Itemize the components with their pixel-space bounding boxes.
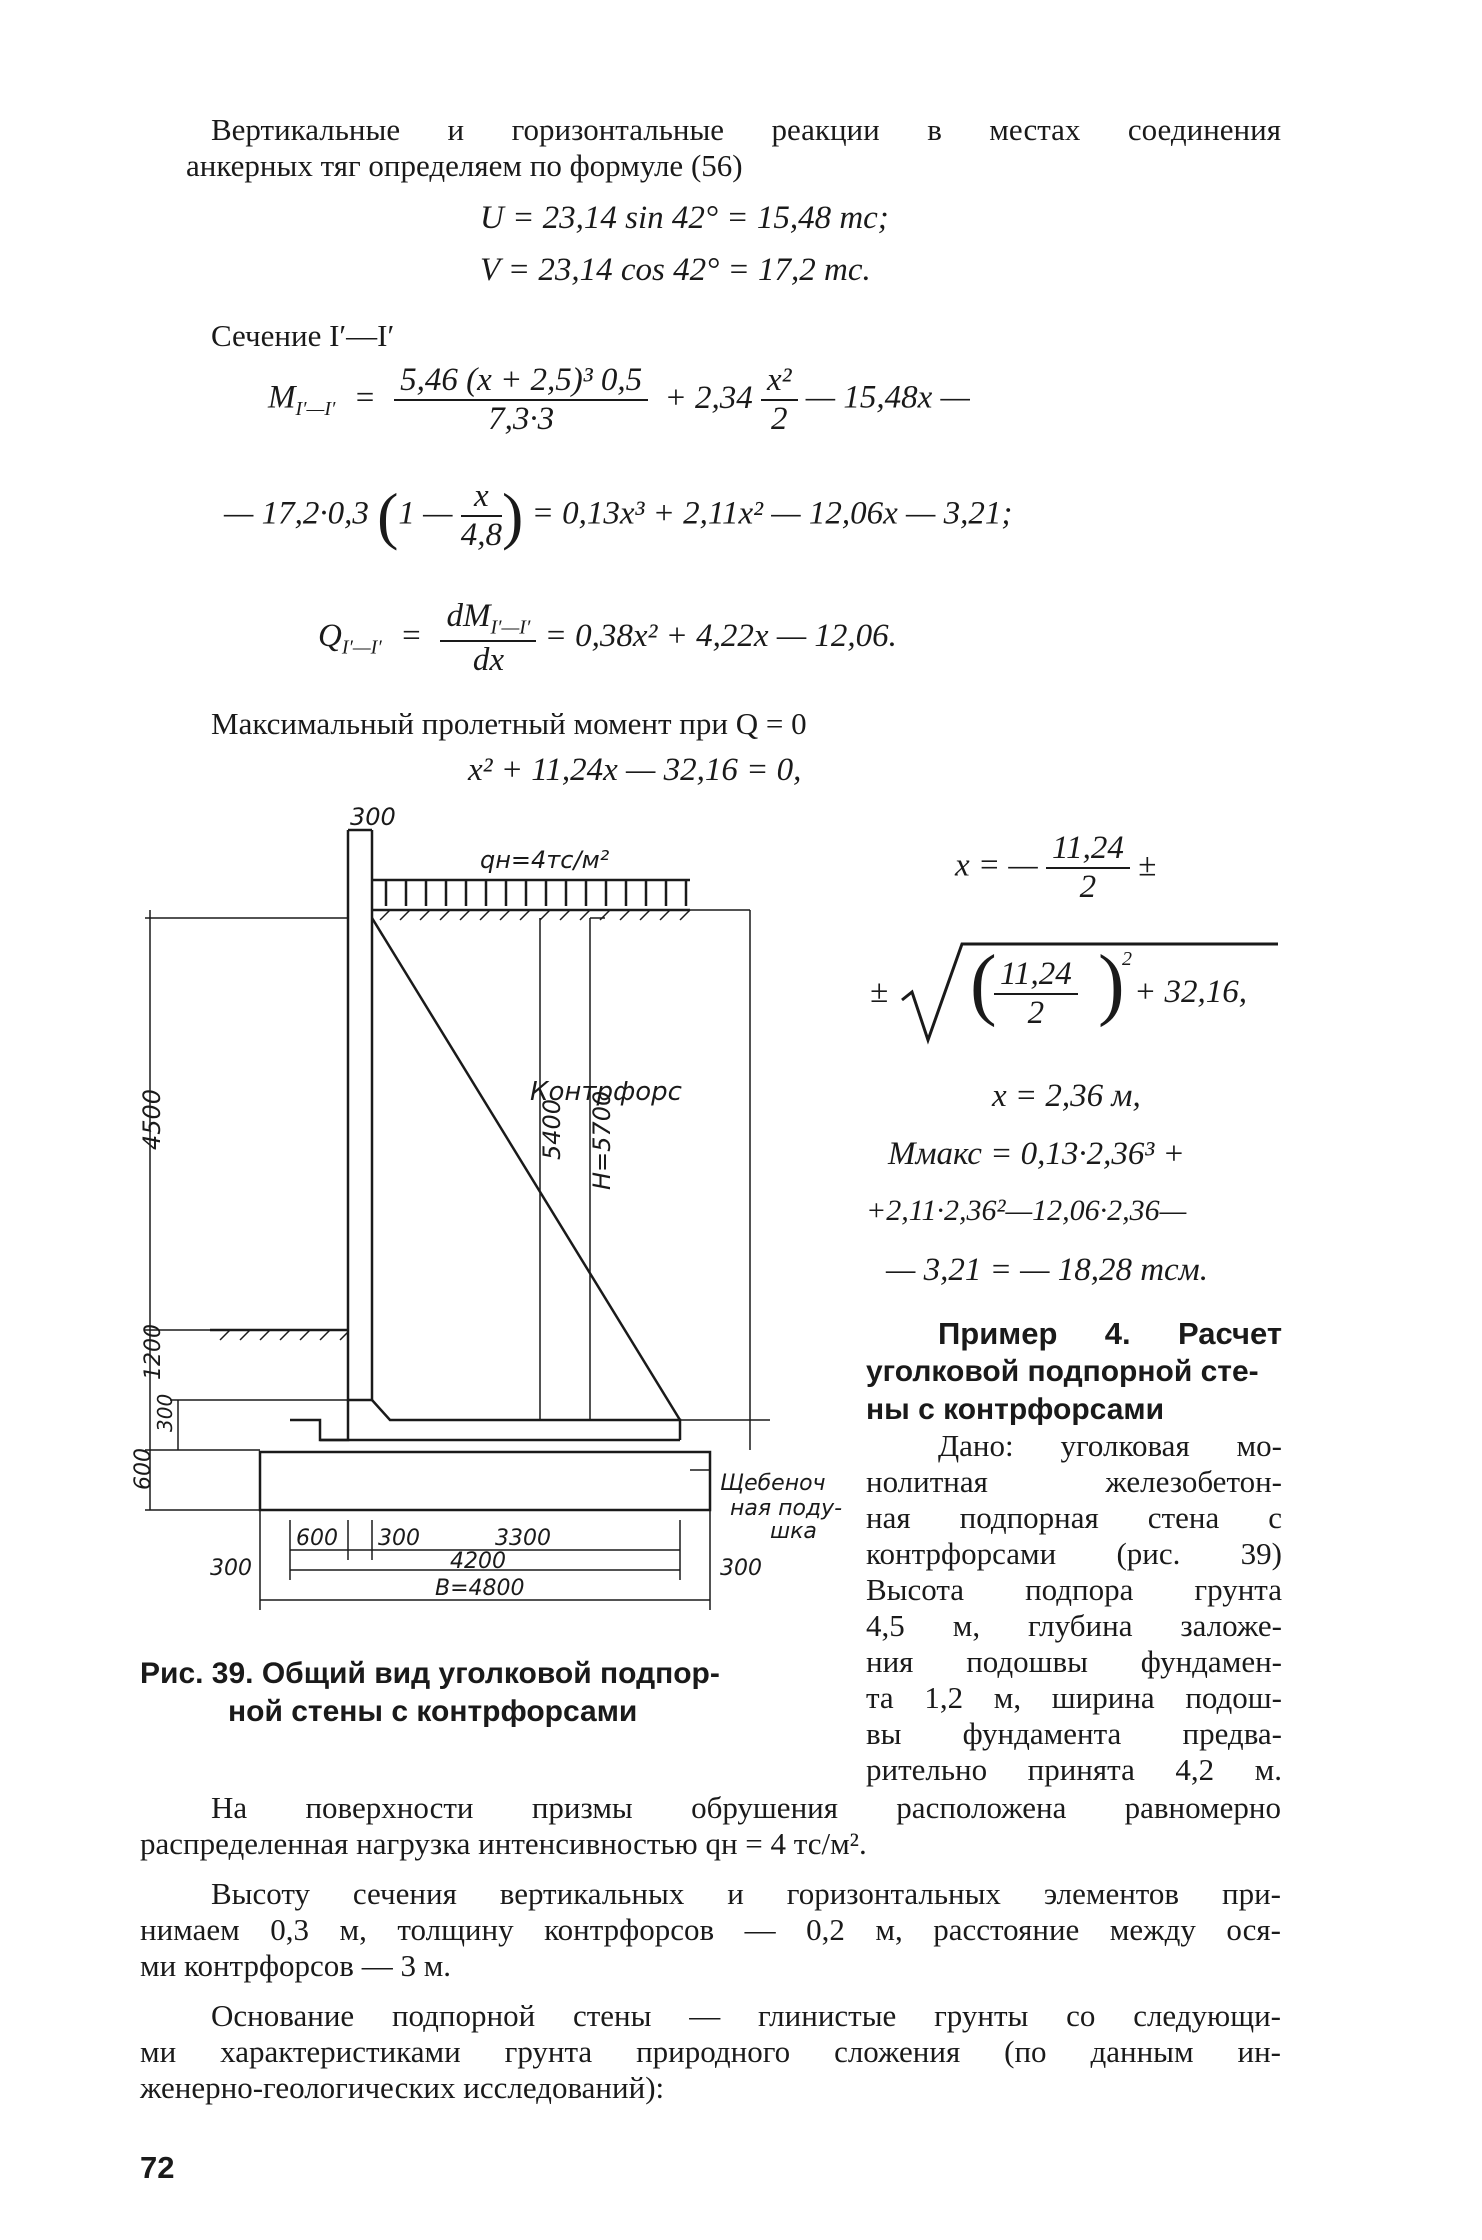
moment-lhs: M (268, 379, 296, 416)
solution-x-fraction (1046, 830, 1130, 906)
solution-x-fraction-denominator: 2 (1079, 869, 1097, 905)
moment-fraction-3 (461, 478, 502, 554)
moment-fraction-2-denominator: 2 (770, 401, 788, 437)
example-line-3: ная подпорная стена с (866, 1500, 1282, 1535)
moment-fraction-1-numerator: 5,46 (x + 2,5)³ 0,5 (394, 362, 648, 401)
dim-300-outer-right: 300 (720, 1556, 762, 1581)
counterfort-label: Контрфорс (530, 1077, 682, 1107)
dim-300-top: 300 (350, 803, 396, 831)
moment-middle-term: + 2,34 (664, 379, 753, 416)
gravel-cushion (260, 1452, 710, 1510)
moment-fraction-3-numerator: x (461, 478, 502, 517)
shear-lhs-subscript: I′—I′ (341, 636, 382, 659)
moment-fraction-3-denominator: 4,8 (460, 517, 502, 553)
solution-mmax-line-2: +2,11·2,36²—12,06·2,36— (866, 1194, 1187, 1227)
counterfort-edge (372, 918, 680, 1420)
body-p2-line-2: нимаем 0,3 м, толщину контрфорсов — 0,2 м, расстояние между ося- (140, 1912, 1281, 1947)
intro-line-2: анкерных тяг определяем по формуле (56) (186, 148, 743, 183)
moment-lhs-subscript: I′—I′ (295, 398, 336, 421)
example-line-1: Дано: уголковая мо- (938, 1428, 1282, 1463)
shear-equation (318, 598, 897, 679)
shear-lhs: Q (318, 617, 342, 654)
shear-numerator-subscript: I′—I′ (490, 616, 531, 639)
shear-equals: = (399, 617, 423, 654)
section-label: Сечение I′—I′ (211, 318, 395, 353)
equation-u: U = 23,14 sin 42° = 15,48 тс; (480, 200, 889, 236)
dim-H: H=5700 (588, 1090, 616, 1190)
moment-equation-line-1 (268, 362, 970, 438)
moment-fraction-1 (394, 362, 648, 438)
solution-x-fraction-numerator: 11,24 (1046, 830, 1130, 869)
example-title-line-3: ны с контрфорсами (866, 1393, 1165, 1426)
body-p3-line-2: ми характеристиками грунта природного сложения (по данным ин- (140, 2034, 1281, 2069)
solution-sqrt-power: 2 (1122, 948, 1132, 970)
dim-600-left: 600 (131, 1448, 156, 1490)
moment-tail: — 15,48x — (805, 379, 970, 416)
gravel-label-line-2: ная поду- (730, 1496, 843, 1521)
dim-5400: 5400 (538, 1098, 566, 1160)
dim-300-bottom: 300 (378, 1526, 420, 1551)
equation-v: V = 23,14 cos 42° = 17,2 тс. (480, 252, 871, 288)
gravel-label-line-3: шка (770, 1519, 817, 1544)
body-p2-line-1: Высоту сечения вертикальных и горизонтальных элементов при- (211, 1876, 1281, 1911)
dim-1200: 1200 (141, 1324, 166, 1380)
solution-mmax-line-3: — 3,21 = — 18,28 тсм. (886, 1252, 1208, 1288)
example-line-9: вы фундамента предва- (866, 1716, 1282, 1751)
moment-equals: = (353, 379, 376, 416)
solution-sqrt-fraction-denominator: 2 (1027, 995, 1045, 1031)
body-p3-line-3: женерно-геологических исследований): (140, 2070, 665, 2105)
base-slab-left (290, 1400, 348, 1440)
example-line-4: контрфорсами (рис. 39) (866, 1536, 1282, 1571)
solution-sqrt-paren-close: ) (1098, 940, 1125, 1028)
moment-paren-inner: 1 — (398, 495, 453, 532)
moment-equation-line-2 (224, 478, 1012, 554)
intro-line-1: Вертикальные и горизонтальные реакции в местах соединения (211, 112, 1281, 147)
dim-4200: 4200 (450, 1549, 506, 1574)
dim-300-outer-left: 300 (210, 1556, 252, 1581)
example-line-2: нолитная железобетон- (866, 1464, 1282, 1499)
dim-4500: 4500 (138, 1088, 166, 1150)
dim-B: B=4800 (435, 1576, 525, 1601)
moment-paren-close: ) (502, 480, 524, 551)
front-ground-hatching (220, 1330, 348, 1340)
shear-fraction (440, 598, 536, 679)
max-moment-text: Максимальный пролетный момент при Q = 0 (211, 706, 807, 741)
dim-3300: 3300 (495, 1526, 551, 1551)
solution-mmax-line-1: Mмакс = 0,13·2,36³ + (888, 1136, 1185, 1172)
body-p2-line-3: ми контрфорсов — 3 м. (140, 1948, 452, 1983)
shear-fraction-numerator (440, 598, 536, 642)
moment-line-2-lead: — 17,2·0,3 (224, 495, 369, 532)
figure-caption-line-2: ной стены с контрфорсами (228, 1695, 638, 1728)
example-line-7: ния подошвы фундамен- (866, 1644, 1282, 1679)
moment-fraction-2-numerator: x² (761, 362, 798, 401)
example-line-5: Высота подпора грунта (866, 1572, 1282, 1607)
solution-x-pm: ± (1138, 847, 1157, 884)
example-title-line-1: Пример 4. Расчет (938, 1316, 1282, 1351)
solution-x-value: x = 2,36 м, (992, 1078, 1141, 1114)
shear-numerator-text: dM (446, 598, 491, 634)
gravel-label-line-1: Щебеноч (720, 1471, 826, 1496)
example-line-10: рительно принята 4,2 м. (866, 1752, 1282, 1787)
shear-tail: = 0,38x² + 4,22x — 12,06. (544, 617, 897, 654)
body-p3-line-1: Основание подпорной стены — глинистые грунты со следующи- (211, 1998, 1281, 2033)
solution-sqrt-tail: + 32,16, (1134, 974, 1248, 1010)
shear-fraction-denominator: dx (472, 641, 504, 678)
solution-sqrt-pm: ± (870, 974, 889, 1010)
moment-paren-open: ( (377, 480, 399, 551)
load-label: qн=4тс/м² (480, 846, 610, 874)
solution-sqrt-paren-open: ( (970, 940, 997, 1028)
moment-fraction-2 (761, 362, 798, 438)
wall-stem-front (348, 830, 372, 1400)
dim-300-left: 300 (153, 1393, 177, 1432)
distributed-load-arrows (372, 880, 690, 906)
retaining-wall-figure (131, 803, 850, 1630)
right-dimension-lines (540, 910, 770, 1450)
solution-x-formula (955, 830, 1156, 906)
body-p1-line-1: На поверхности призмы обрушения расположена равномерно (211, 1790, 1281, 1825)
quadratic-equation: x² + 11,24x — 32,16 = 0, (468, 752, 802, 788)
dim-600-bottom: 600 (296, 1526, 338, 1551)
figure-caption-line-1: Рис. 39. Общий вид уголковой подпор- (140, 1657, 720, 1690)
base-slab-right (372, 1400, 680, 1440)
solution-x-lead: x = — (955, 847, 1038, 884)
moment-fraction-1-denominator: 7,3·3 (488, 401, 555, 437)
example-title-line-2: уголковой подпорной сте- (866, 1355, 1259, 1388)
example-line-6: 4,5 м, глубина заложе- (866, 1608, 1282, 1643)
body-p1-line-2: распределенная нагрузка интенсивностью qн = 4 тс/м². (140, 1826, 867, 1861)
solution-sqrt-fraction-numerator: 11,24 (994, 956, 1078, 995)
example-line-8: та 1,2 м, ширина подош- (866, 1680, 1282, 1715)
solution-sqrt-fraction (994, 956, 1078, 1032)
moment-line-2-tail: = 0,13x³ + 2,11x² — 12,06x — 3,21; (531, 495, 1013, 532)
page-number: 72 (140, 2150, 175, 2185)
backfill-hatching (380, 910, 690, 920)
